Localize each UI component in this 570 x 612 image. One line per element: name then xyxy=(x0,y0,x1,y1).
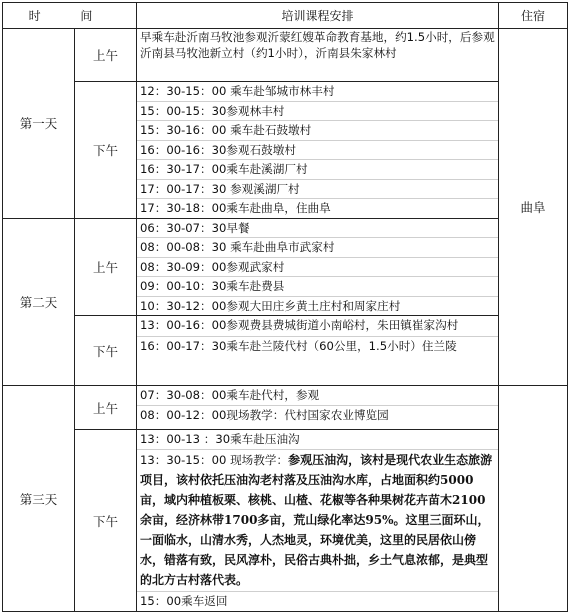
day3-morning-content xyxy=(137,386,499,430)
field-teaching-body: 参观压油沟，该村是现代农业生态旅游项目，该村依托压油沟老村落及压油沟水库，占地面积约5000亩，域内种植板栗、核桃、山楂、花椒等各种果树花卉苗木2100余亩，经济林带1700多亩，荒山绿化率达95%。这里三面环山，一面临水，山清水秀，人杰地灵，环境优美，这里的民居依山傍水，错落有致，民风淳朴，民俗古典朴拙，乡土气息浓郁，是典型的北方古村落代表。 xyxy=(140,452,493,587)
schedule-line: 13：00-13 ：30乘车赴压油沟 xyxy=(137,430,498,450)
schedule-paragraph: 13：00-16：00参观费县费城街道小南峪村，朱田镇崔家沟村 xyxy=(137,316,498,337)
day3-afternoon-row xyxy=(3,430,568,612)
day1-afternoon-content xyxy=(137,82,499,219)
schedule-line: 17：00-17：30 参观溪湖厂村 xyxy=(137,180,498,200)
header-lodging: 住宿 xyxy=(499,3,568,29)
schedule-table xyxy=(2,2,568,612)
day2-afternoon-content xyxy=(137,316,499,386)
day1-morning-row xyxy=(3,29,568,82)
header-program: 培训课程安排 xyxy=(137,3,499,29)
header-row xyxy=(3,3,568,29)
day3-lodging xyxy=(499,386,568,612)
schedule-line: 09：00-10：30乘车赴费县 xyxy=(137,277,498,297)
schedule-line: 08：00-08：30 乘车赴曲阜市武家村 xyxy=(137,238,498,258)
day1-morning-text: 早乘车赴沂南马牧池参观沂蒙红嫂革命教育基地，约1.5小时，后参观沂南县马牧池新立村（约1小时），沂南县朱家林村 xyxy=(140,30,495,60)
day2-morning-content xyxy=(137,218,499,316)
schedule-line: 06：30-07：30早餐 xyxy=(137,219,498,239)
day1-morning-content xyxy=(137,29,499,82)
day2-label: 第二天 xyxy=(3,218,75,386)
day1-afternoon-label: 下午 xyxy=(75,82,137,219)
day2-afternoon-label: 下午 xyxy=(75,316,137,386)
day1-morning-label: 上午 xyxy=(75,29,137,82)
day1-label: 第一天 xyxy=(3,29,75,219)
schedule-line: 10：30-12：00参观大田庄乡黄土庄村和周家庄村 xyxy=(140,298,401,313)
schedule-line: 08：00-12：00现场教学：代村国家农业博览园 xyxy=(140,407,389,422)
day2-morning-row xyxy=(3,218,568,316)
schedule-line: 16：30-17：00乘车赴溪湖厂村 xyxy=(137,160,498,180)
day3-morning-row xyxy=(3,386,568,430)
day2-afternoon-row xyxy=(3,316,568,386)
header-time: 时 间 xyxy=(3,3,137,29)
day3-afternoon-label: 下午 xyxy=(75,430,137,612)
schedule-line: 16：00-16：30参观石鼓墩村 xyxy=(137,141,498,161)
day3-afternoon-content xyxy=(137,430,499,612)
day1-lodging: 曲阜 xyxy=(499,29,568,386)
schedule-line: 12：30-15：00 乘车赴邹城市林丰村 xyxy=(137,82,498,102)
schedule-line: 15：00乘车返回 xyxy=(140,593,228,608)
field-teaching-lead: 13：30-15：00 现场教学： xyxy=(140,452,289,467)
day1-afternoon-row xyxy=(3,82,568,219)
schedule-line: 07：30-08：00乘车赴代村，参观 xyxy=(137,386,498,406)
schedule-line: 15：00-15：30参观林丰村 xyxy=(137,102,498,122)
schedule-line: 15：30-16：00 乘车赴石鼓墩村 xyxy=(137,121,498,141)
day2-morning-label: 上午 xyxy=(75,218,137,316)
schedule-paragraph: 16：00-17：30乘车赴兰陵代村（60公里，1.5小时）住兰陵 xyxy=(140,338,457,353)
day3-morning-label: 上午 xyxy=(75,386,137,430)
schedule-line: 17：30-18：00乘车赴曲阜，住曲阜 xyxy=(140,201,331,215)
day3-label: 第三天 xyxy=(3,386,75,612)
schedule-line: 08：30-09：00参观武家村 xyxy=(137,258,498,278)
field-teaching-description xyxy=(137,450,498,592)
